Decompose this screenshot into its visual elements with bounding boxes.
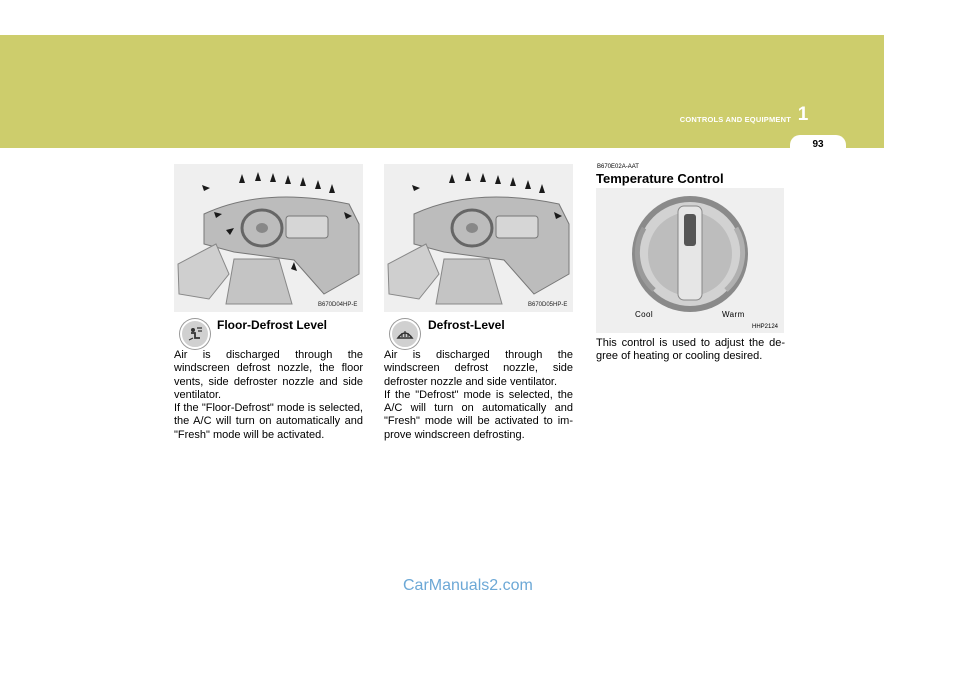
image-code: B670D05HP-E	[528, 302, 568, 308]
defrost-paragraph-1: Air is discharged through the windscreen defrost nozzle, side defroster nozzle and side ventilator.	[384, 349, 573, 388]
temperature-control-title: Temperature Control	[596, 171, 724, 186]
image-code: HHP2124	[752, 324, 779, 330]
defrost-title: Defrost-Level	[428, 318, 505, 332]
floor-defrost-paragraph-2: If the "Floor-Defrost" mode is selected, the A/C will turn on automatically and "Fresh" mode will be activated.	[174, 402, 363, 441]
header-band	[0, 35, 884, 148]
floor-defrost-illustration	[174, 164, 363, 312]
defrost-mode-icon	[390, 319, 420, 349]
dashboard-airflow-drawing	[384, 164, 573, 312]
floor-defrost-paragraph-1: Air is discharged through the windscreen defrost nozzle, the floor vents, side defroster nozzle and side ventilator.	[174, 349, 363, 401]
temperature-body	[596, 337, 785, 364]
image-code: B670D04HP-E	[318, 302, 358, 308]
temperature-knob-illustration	[596, 188, 784, 333]
floor-defrost-mode-icon	[180, 319, 210, 349]
cool-label: Cool	[635, 310, 654, 319]
watermark: CarManuals2.com	[403, 577, 533, 594]
floor-defrost-body	[174, 349, 363, 442]
temperature-paragraph-1: This control is used to adjust the de-gree of heating or cooling desired.	[596, 337, 785, 363]
chapter-title: CONTROLS AND EQUIPMENT	[679, 115, 791, 124]
defrost-paragraph-2: If the "Defrost" mode is selected, the A/C will turn on automatically and "Fresh" mode will be activated to im-prove windscreen defrosting.	[384, 388, 573, 441]
defrost-body	[384, 349, 573, 442]
section-code: B670E02A-AAT	[597, 164, 639, 170]
defrost-illustration	[384, 164, 573, 312]
page-number: 93	[812, 139, 824, 150]
dashboard-airflow-drawing	[174, 164, 363, 312]
chapter-number: 1	[797, 104, 809, 125]
temperature-knob-icon	[596, 188, 784, 333]
warm-label: Warm	[722, 310, 745, 319]
floor-defrost-title: Floor-Defrost Level	[217, 318, 328, 332]
